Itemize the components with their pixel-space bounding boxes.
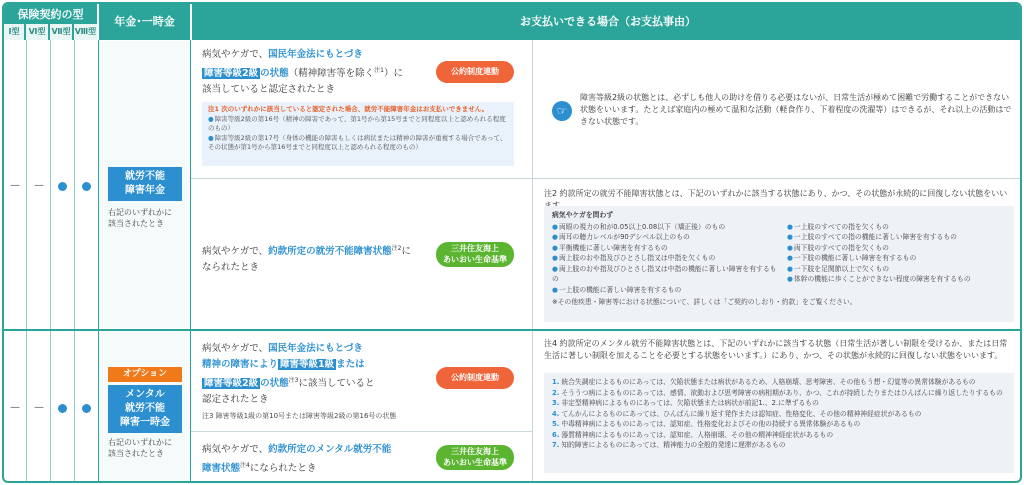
option-badge: オプション (108, 367, 182, 382)
row2-applicable-note: 右記のいずれかに 該当されたとき (108, 438, 172, 458)
condition-item: ● 体幹の機能に歩くことができない程度の障害を有するもの (787, 274, 1006, 285)
note2-box-footer: ※その他疾患・障害等における状態について、詳しくは「ご契約のしおり・約款」をご覧ください。 (552, 298, 857, 306)
row1-type7-dot (58, 182, 67, 191)
note2-box-title: 病気やケガを問わず (552, 211, 614, 219)
row2-condition-policy-mental: 病気やケガで、約款所定のメンタル就労不能 障害状態$^{注4}$になられたとき (202, 444, 392, 475)
row2-type1-mark: — (10, 402, 20, 413)
mental-condition-item: 1. 統合失調症によるものにあっては、欠陥状態または病状があるため、人格崩壊、思考障害、その他もう想・幻覚等の異常体験があるもの (552, 378, 976, 386)
condition-item: ● 両下肢のすべての指を欠くもの (787, 243, 1006, 254)
mental-condition-item: 6. 器質精神病によるものにあっては、認知症、人格崩壊、その他の精神神経症状があるもの (552, 430, 834, 439)
row2-condition-national-pension: 病気やケガで、国民年金法にもとづき 精神の障害により 障害等級1級 または 障害等級2級 の状態$^{注3}$に該当していると 認定されたとき (202, 343, 375, 406)
row2-type8-dot (82, 404, 91, 413)
row2-type6-mark: — (34, 402, 44, 413)
mental-condition-item: 4. てんかんによるものにあっては、ひんぱんに繰り返す発作または認知症、性格変化、その他の精神神経症状があるもの (552, 409, 922, 418)
header-contract-type-label: 保険契約の型 (17, 8, 84, 21)
mental-condition-item: 7. 知的障害によるものにあっては、精神能力の全般的発達に遅滞があるもの (552, 441, 786, 449)
row1-type8-dot (82, 182, 91, 191)
hand-pointer-icon: ☞ (552, 101, 572, 121)
mitsui-standard-pill: 三井住友海上 あいおい生命基準 (436, 242, 514, 267)
note3-text: 注3 障害等級1級の第10号または障害等級2級の第16号の状態 (202, 412, 397, 420)
condition-item: ● 一上肢のすべての指を欠くもの (787, 222, 1006, 233)
grade2-explanation: 障害等級2級の状態とは、必ずしも他人の助けを借りる必要はないが、日常生活が極めて困難で労働することができない状態をいいます。たとえば家庭内の極めて温和な活動（軽食作り、下着程度の洗濯等）はできるが、それ以上の活動はできない状態です。 (580, 93, 1012, 126)
mitsui-standard-pill: 三井住友海上 あいおい生命基準 (436, 445, 514, 470)
note1-item: ● 障害等級2級の第17号（身体の機能の障害もしくは病状または精神の障害が重複する場合であって、その状態が第1号から第16号までと同程度以上と認められる程度のもの） (208, 134, 508, 153)
header-pension: 年金･一時金 (98, 4, 190, 40)
condition-item: ● 平衡機能に著しい障害を有するもの (552, 243, 781, 254)
row1-type1-mark: — (10, 180, 20, 191)
header-type-6: Ⅵ型 (26, 24, 49, 40)
row1-type6-mark: — (34, 180, 44, 191)
row2-type7-dot (58, 404, 67, 413)
condition-item: ● 両上肢のおや指及びひとさし指又は中指を欠くもの (552, 253, 781, 264)
mental-condition-item: 3. 非定型精神病によるものにあっては、欠陥状態または病状が前記1.、2.に準ずるもの (552, 399, 819, 407)
header-type-1: Ⅰ型 (4, 24, 25, 40)
benefit-table (2, 2, 1022, 483)
public-system-linked-pill: 公約制度連動 (436, 367, 514, 389)
mental-conditions-box (544, 373, 1014, 473)
condition-item: ● 両耳の聴力レベルが90デシベル以上のもの (552, 232, 781, 243)
disability-pension-badge: 就労不能 障害年金 (108, 167, 182, 201)
condition-item: ● 一上肢の機能に著しい障害を有するもの (552, 285, 781, 296)
condition-item: ● 両上肢のおや指及びひとさし指又は中指の機能に著しい障害を有するもの (552, 264, 781, 285)
row1-condition-national-pension: 病気やケガで、国民年金法にもとづき 障害等級2級 の状態（精神障害等を除く$^{注1}$）に 該当していると認定されたとき (202, 49, 403, 96)
condition-item: ● 両眼の視力の和が0.05以上0.08以下（矯正後）のもの (552, 222, 781, 233)
mental-lumpsum-badge: メンタル 就労不能 障害一時金 (108, 385, 182, 433)
public-system-linked-pill: 公約制度連動 (436, 61, 514, 83)
condition-item: ● 一上肢のすべての指の機能に著しい障害を有するもの (787, 232, 1006, 243)
condition-item: ● 一下肢を足関節以上で欠くもの (787, 264, 1006, 275)
row1-applicable-note: 右記のいずれかに 該当されたとき (108, 208, 172, 228)
note2-conditions-box (544, 206, 1014, 322)
note1-box (202, 102, 514, 166)
note1-item: ● 障害等級2級の第16号（精神の障害であって、第1号から第15号までと同程度以上と認められる程度のもの） (208, 115, 508, 134)
header-contract-type (4, 4, 97, 40)
note4-text: 注4 約款所定のメンタル就労不能障害状態とは、下記のいずれかに該当する状態（日常生活が著しい制限を受けるか、または日常生活に著しい制限を加えることを必要とする状態をいいます。）にあり、かつ、その状態が永続的に回復しない状態をいいます。 (544, 339, 1008, 360)
row1-condition-policy-disability: 病気やケガで、約款所定の就労不能障害状態$^{注2}$に なられたとき (202, 245, 411, 274)
note1-title: 注1 次のいずれかに該当していると認定された場合、就労不能障害年金はお支払いできません。 (208, 105, 489, 113)
condition-item: ● 一下肢の機能に著しい障害を有するもの (787, 253, 1006, 264)
header-type-7: Ⅶ型 (50, 24, 73, 40)
header-type-8: Ⅷ型 (74, 24, 97, 40)
mental-condition-item: 5. 中毒精神病によるものにあっては、認知症、性格変化およびその他の持続する異常体験があるもの (552, 420, 861, 428)
header-payment: お支払いできる場合（お支払事由） (191, 4, 1022, 40)
mental-condition-item: 2. そううつ病によるものにあっては、感情、欲動および思考障害の病相期があり、かつ、これが持続したりまたはひんぱんに繰り返したりするもの (552, 388, 1003, 397)
note2-text: 注2 約款所定の就労不能障害状態とは、下記のいずれかに該当する状態にあり、かつ、その状態が永続的に回復しない状態をいい (544, 189, 1008, 198)
